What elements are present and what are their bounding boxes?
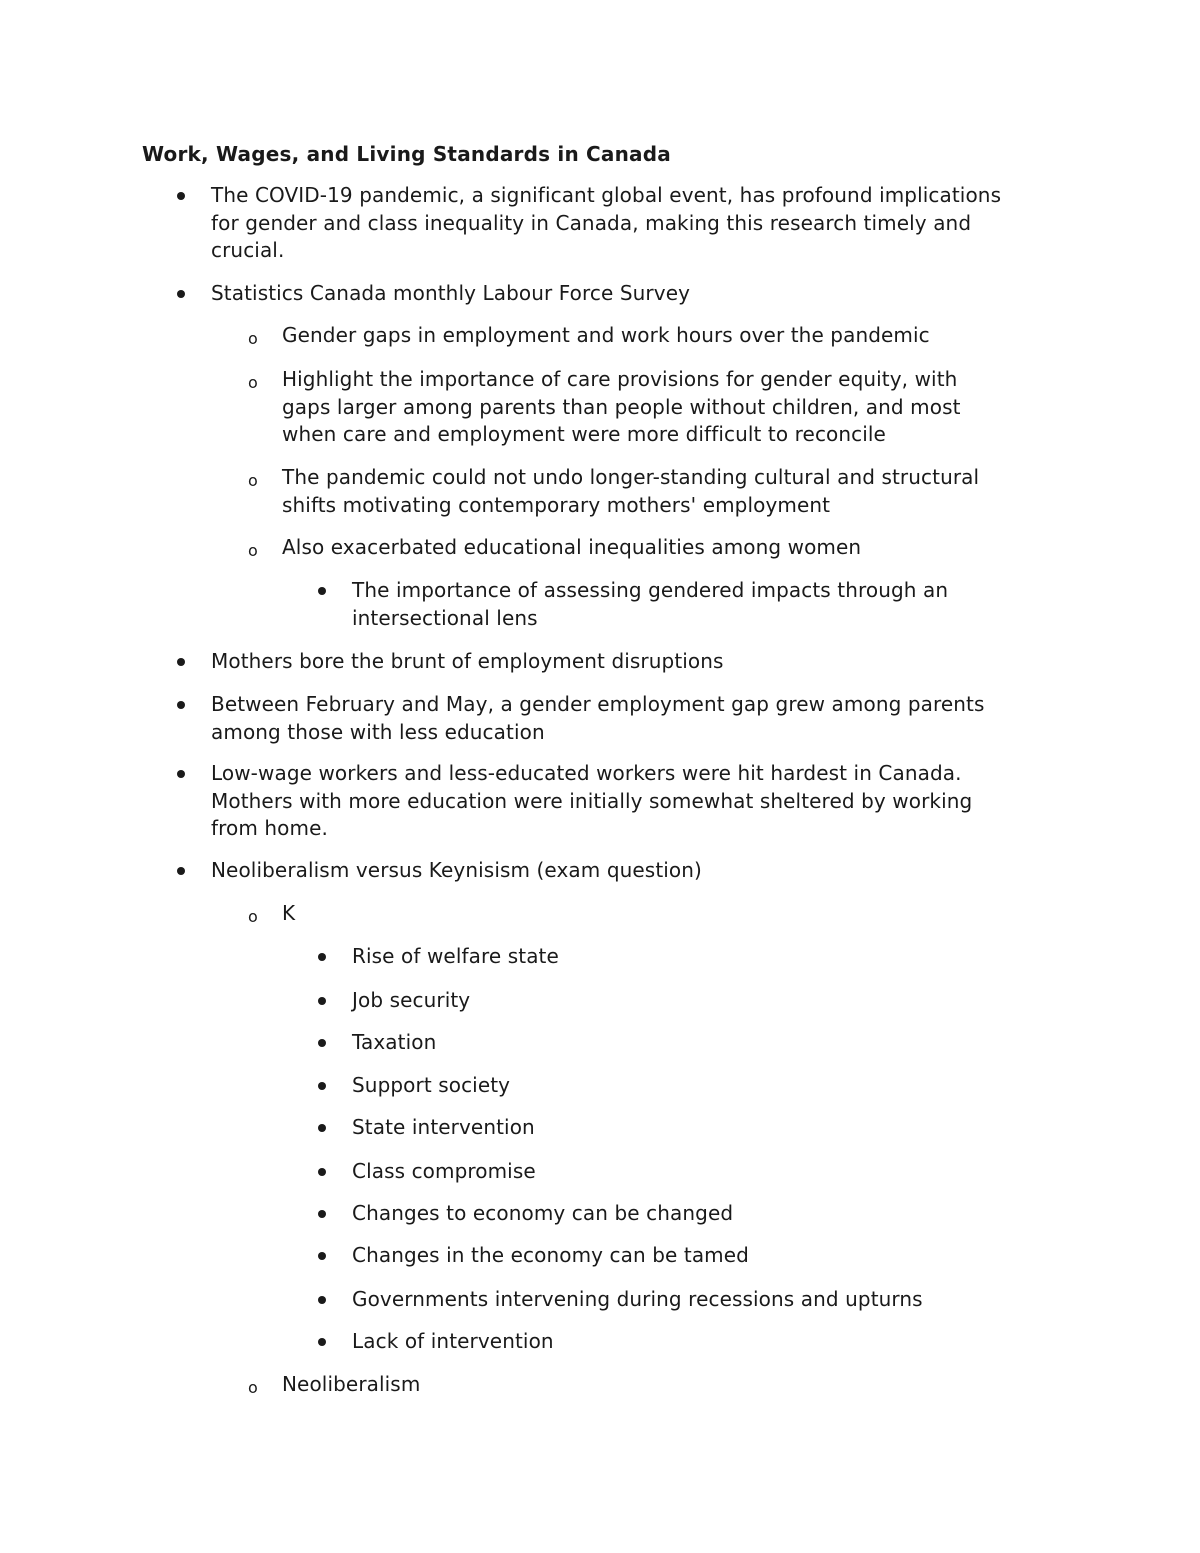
- list-item: [352, 1072, 1072, 1100]
- list-item-line: Between February and May, a gender employment gap grew among parents: [211, 692, 985, 716]
- list-item: [282, 900, 1072, 928]
- bullet-icon: [177, 658, 185, 666]
- list-item: [211, 182, 1071, 265]
- list-item-line: Class compromise: [352, 1159, 536, 1183]
- bullet-icon: [177, 701, 185, 709]
- list-item: [211, 857, 1071, 885]
- list-item: [352, 1114, 1072, 1142]
- list-item-line: State intervention: [352, 1115, 535, 1139]
- list-item-line: Statistics Canada monthly Labour Force Survey: [211, 281, 691, 305]
- list-item: [282, 464, 1072, 519]
- list-item: [282, 534, 1072, 562]
- list-item: [352, 1200, 1072, 1228]
- bullet-icon: [177, 770, 185, 778]
- list-item: [352, 987, 1072, 1015]
- list-item: [352, 1029, 1072, 1057]
- bullet-icon: [318, 1082, 326, 1090]
- list-item-line: when care and employment were more difficult to reconcile: [282, 422, 886, 446]
- list-item: [211, 280, 1071, 308]
- document-title: Work, Wages, and Living Standards in Canada: [142, 142, 671, 166]
- list-item: [211, 648, 1071, 676]
- list-item-line: shifts motivating contemporary mothers' employment: [282, 492, 831, 517]
- list-item-line: Gender gaps in employment and work hours over the pandemic: [282, 323, 930, 347]
- list-item: [352, 1242, 1072, 1270]
- bullet-icon: [318, 1039, 326, 1047]
- list-item: [211, 691, 1071, 746]
- bullet-icon: [318, 1124, 326, 1132]
- list-item-line: Lack of intervention: [352, 1329, 554, 1353]
- list-item: [282, 1371, 1072, 1399]
- sub-bullet-icon: o: [248, 541, 258, 560]
- list-item-line: Also exacerbated educational inequalities among women: [282, 535, 862, 559]
- list-item-line: Job security: [352, 988, 471, 1012]
- list-item-line: Governments intervening during recessions and upturns: [352, 1287, 923, 1311]
- sub-bullet-icon: o: [248, 373, 258, 392]
- list-item-line: Rise of welfare state: [352, 944, 559, 968]
- list-item: [352, 1286, 1072, 1314]
- bullet-icon: [177, 192, 185, 200]
- list-item-line: Changes in the economy can be tamed: [352, 1243, 749, 1267]
- list-item-line: from home.: [211, 816, 328, 840]
- list-item-line: crucial.: [211, 238, 285, 262]
- list-item-line: intersectional lens: [352, 605, 538, 630]
- list-item-line: among those with less education: [211, 719, 545, 744]
- list-item-line: Mothers bore the brunt of employment disruptions: [211, 649, 724, 673]
- list-item-line: K: [282, 901, 296, 925]
- bullet-icon: [318, 1210, 326, 1218]
- sub-bullet-icon: o: [248, 1378, 258, 1397]
- list-item-line: Taxation: [352, 1030, 437, 1054]
- list-item: [352, 1158, 1072, 1186]
- sub-bullet-icon: o: [248, 471, 258, 490]
- list-item-line: for gender and class inequality in Canada, making this research timely and: [211, 210, 972, 235]
- bullet-icon: [318, 953, 326, 961]
- list-item-line: Support society: [352, 1073, 511, 1097]
- list-item-line: Low-wage workers and less-educated workers were hit hardest in Canada.: [211, 761, 962, 785]
- bullet-icon: [318, 1168, 326, 1176]
- bullet-icon: [318, 1296, 326, 1304]
- list-item: [352, 943, 1072, 971]
- list-item-line: Neoliberalism: [282, 1372, 421, 1396]
- bullet-icon: [177, 867, 185, 875]
- list-item-line: The importance of assessing gendered impacts through an: [352, 578, 949, 602]
- list-item-line: Neoliberalism versus Keynisism (exam question): [211, 858, 702, 882]
- bullet-icon: [318, 1338, 326, 1346]
- list-item: [352, 577, 1072, 632]
- bullet-icon: [318, 587, 326, 595]
- list-item-line: The COVID-19 pandemic, a significant global event, has profound implications: [211, 183, 1002, 207]
- bullet-icon: [318, 997, 326, 1005]
- list-item: [352, 1328, 1072, 1356]
- list-item-line: Mothers with more education were initially somewhat sheltered by working: [211, 788, 973, 813]
- list-item-line: The pandemic could not undo longer-standing cultural and structural: [282, 465, 980, 489]
- bullet-icon: [318, 1252, 326, 1260]
- list-item-line: Highlight the importance of care provisions for gender equity, with: [282, 367, 958, 391]
- list-item: [211, 760, 1071, 843]
- list-item: [282, 366, 1072, 449]
- sub-bullet-icon: o: [248, 329, 258, 348]
- bullet-icon: [177, 290, 185, 298]
- sub-bullet-icon: o: [248, 907, 258, 926]
- list-item: [282, 322, 1072, 350]
- list-item-line: Changes to economy can be changed: [352, 1201, 734, 1225]
- list-item-line: gaps larger among parents than people without children, and most: [282, 394, 961, 419]
